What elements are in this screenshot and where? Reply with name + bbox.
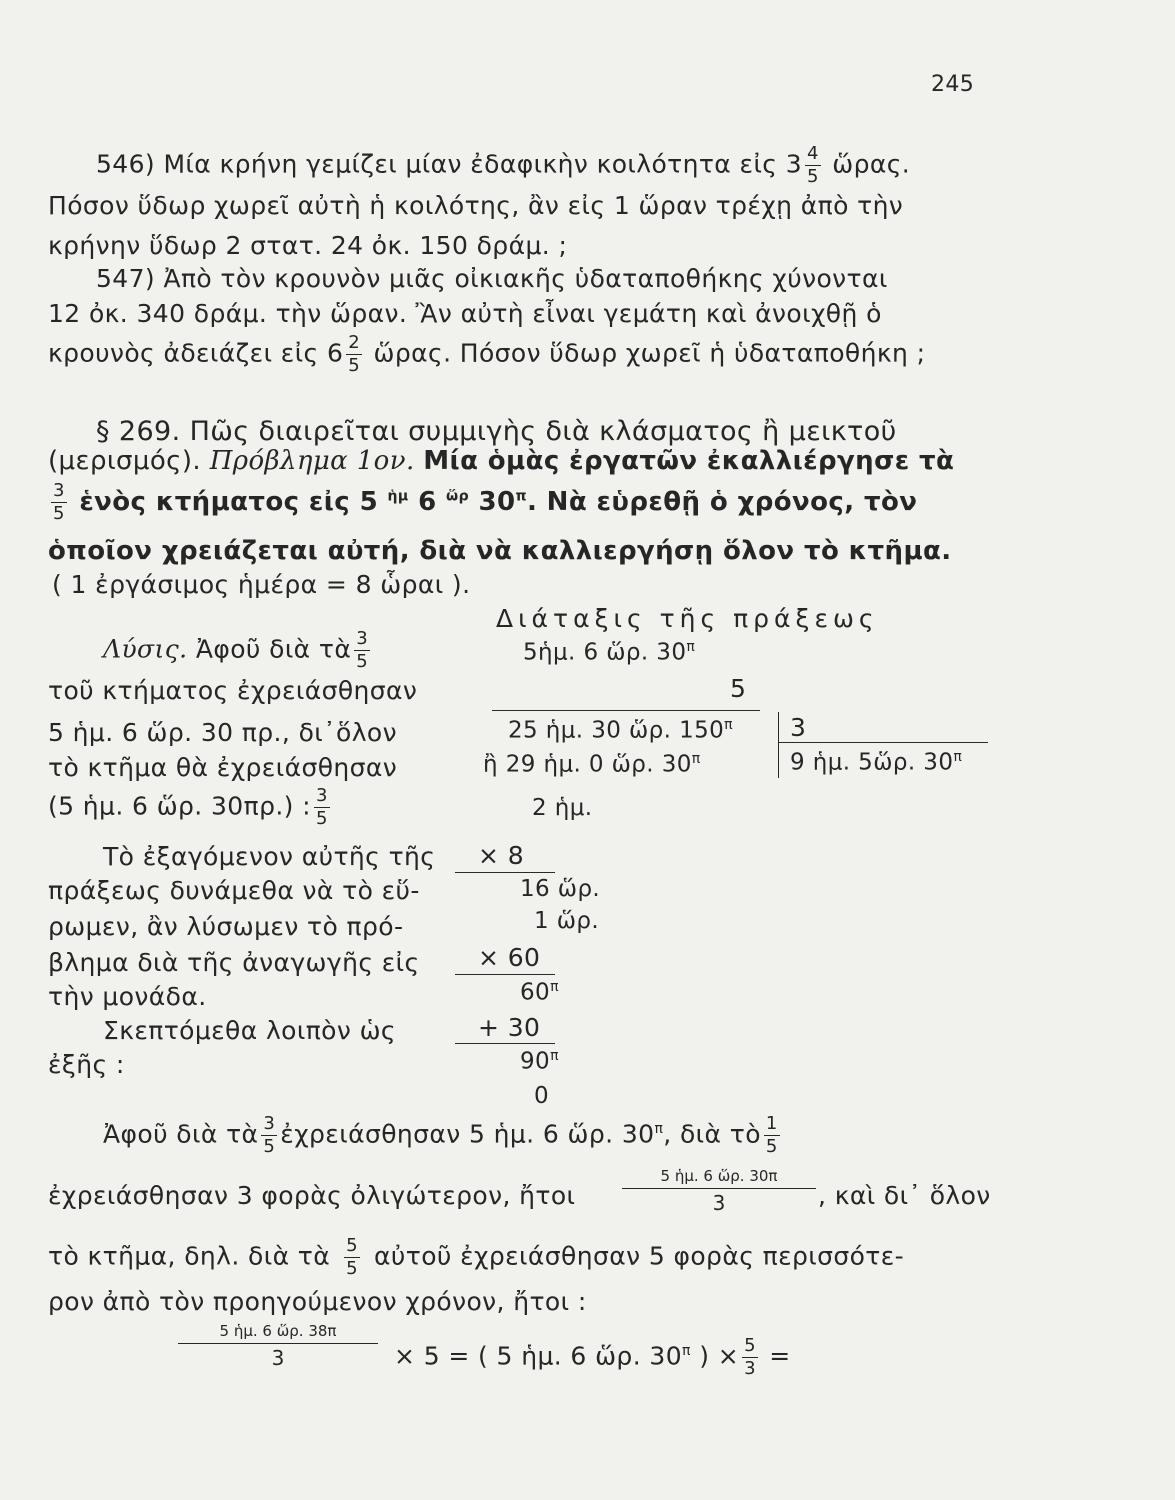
section-line4: ὁποῖον χρειάζεται αὐτή, διὰ νὰ καλλιεργήσῃ ὅλον τὸ κτῆμα. (48, 536, 952, 566)
denominator: 5 (263, 1136, 276, 1157)
division-bar (778, 712, 779, 778)
section-line5: ( 1 ἐργάσιμος ἡμέρα = 8 ὧραι ). (52, 570, 471, 599)
rule (455, 1043, 555, 1044)
fraction (51, 482, 67, 523)
problem-547-text1: Ἀπὸ τὸν κρουνὸν μιᾶς οἰκιακῆς ὑδαταποθήκης χύνονται (163, 264, 888, 293)
unit-minutes: π (654, 1121, 664, 1138)
calc-row1-text: 5ἡμ. 6 ὥρ. 30 (523, 639, 687, 666)
time-fraction-2 (178, 1322, 378, 1370)
unit-minutes: π (691, 751, 701, 767)
denominator: 3 (744, 1358, 756, 1379)
bottom-text1b: ἐχρειάσθησαν 5 ἡμ. 6 ὥρ. 30 (280, 1119, 655, 1149)
denominator: 5 (807, 166, 819, 187)
solution-line7: πράξεως δυνάμεθα νὰ τὸ εὕ- (48, 876, 420, 905)
unit-hours: ὥρ (446, 488, 470, 505)
denominator: 5 (53, 503, 65, 524)
bottom-line4: ρον ἀπὸ τὸν προηγούμενον χρόνον, ἤτοι : (48, 1287, 587, 1316)
problem-546-line1 (96, 145, 910, 186)
unit-minutes: π (550, 979, 559, 995)
section-heading: § 269. Πῶς διαιρεῖται συμμιγὴς διὰ κλάσματος ἢ μεικτοῦ (96, 416, 897, 447)
rule (492, 710, 760, 711)
solution-label: Λύσις. (103, 634, 188, 664)
problem-statement-2: ἑνὸς κτήματος εἰς 5 (79, 487, 379, 517)
section-line3 (48, 482, 917, 523)
bottom-line2b: , καὶ δι᾽ ὅλον (818, 1181, 991, 1210)
problem-546-line3: κρήνην ὕδωρ 2 στατ. 24 ὀκ. 150 δράμ. ; (48, 231, 568, 260)
fraction (314, 787, 330, 828)
rule (778, 742, 988, 743)
page-number: 245 (931, 72, 975, 97)
problem-547-line1 (96, 266, 888, 291)
fraction (805, 145, 821, 186)
denominator: 3 (622, 1188, 816, 1215)
calc-row6: × 8 (478, 841, 524, 870)
bottom-line1 (103, 1115, 783, 1156)
problem-547-line3 (48, 334, 925, 375)
fraction (344, 1237, 360, 1278)
minutes-value: 30 (478, 487, 516, 517)
quotient (790, 750, 962, 775)
quotient-text: 9 ἡμ. 5ὥρ. 30 (790, 749, 954, 776)
problem-label: Πρόβλημα 1ον. (209, 446, 415, 476)
calc-row7: 16 ὥρ. (520, 876, 601, 902)
numerator: 1 (765, 1113, 778, 1134)
bottom-line2a: ἐχρειάσθησαν 3 φορὰς ὀλιγώτερον, ἤτοι (48, 1181, 576, 1210)
solution-line11: Σκεπτόμεθα λοιπὸν ὡς (103, 1016, 396, 1045)
fraction (354, 630, 370, 671)
unit-minutes: π (682, 1343, 691, 1360)
calc-row4 (483, 752, 701, 777)
solution-line4: τὸ κτῆμα θὰ ἐχρειάσθησαν (48, 753, 398, 782)
problem-546-text1: Μία κρήνη γεμίζει μίαν ἐδαφικὴν κοιλότητα εἰς 3 (163, 149, 803, 179)
problem-546-label: 546) (96, 149, 156, 179)
solution-line12: ἐξῆς : (48, 1050, 125, 1079)
numerator: 4 (807, 143, 819, 164)
calc-row10 (520, 980, 559, 1005)
problem-statement-1: Μία ὁμὰς ἐργατῶν ἐκαλλιέργησε τὰ (423, 446, 955, 476)
bottom-line3 (48, 1237, 904, 1278)
calc-row12 (520, 1049, 559, 1074)
calc-row11: + 30 (478, 1013, 541, 1042)
numerator: 5 (346, 1235, 359, 1256)
calc-row9: × 60 (478, 943, 541, 972)
calc-row3 (508, 718, 733, 743)
solution-line9: βλημα διὰ τῆς ἀναγωγῆς εἰς (48, 948, 420, 977)
numerator: 3 (263, 1113, 276, 1134)
rule (455, 872, 555, 873)
bottom-text1c: , διὰ τὸ (663, 1119, 761, 1149)
bottom-line5 (394, 1337, 791, 1378)
numerator: 3 (316, 785, 328, 806)
unit-minutes: π (550, 1048, 559, 1064)
rule (455, 974, 555, 975)
layout-title: Διάταξις τῆς πράξεως (496, 604, 879, 633)
unit-days: ἡμ (387, 488, 409, 505)
calc-row2: 5 (730, 674, 747, 703)
calc-row13: 0 (534, 1083, 550, 1109)
numerator: 3 (53, 480, 65, 501)
time-fraction (622, 1167, 816, 1215)
numerator: 3 (356, 628, 369, 649)
unit-minutes: π (686, 639, 696, 655)
solution-line8: ρωμεν, ἂν λύσωμεν τὸ πρό- (48, 912, 404, 941)
problem-546-text1-end: ὥρας. (832, 149, 911, 179)
problem-statement-3: . Νὰ εὑρεθῇ ὁ χρόνος, τὸν (526, 487, 918, 517)
problem-546-line2: Πόσον ὕδωρ χωρεῖ αὐτὴ ἡ κοιλότης, ἂν εἰς 1 ὥραν τρέχῃ ἀπὸ τὴν (48, 191, 904, 220)
denominator: 5 (356, 651, 369, 672)
hours-value: 6 (418, 487, 437, 517)
numerator: 5 ἡμ. 6 ὥρ. 38π (219, 1322, 337, 1340)
solution-line5 (48, 787, 333, 828)
denominator: 5 (348, 355, 361, 376)
calc-row5: 2 ἡμ. (532, 795, 593, 821)
problem-547-label: 547) (96, 264, 156, 293)
bottom-text5a: × 5 = ( 5 ἡμ. 6 ὥρ. 30 (394, 1341, 682, 1371)
section-subtitle: (μερισμός). (48, 446, 202, 476)
solution-line10: τὴν μονάδα. (48, 982, 207, 1011)
problem-547-text3-end: ὥρας. Πόσον ὕδωρ χωρεῖ ἡ ὑδαταποθήκη ; (373, 338, 926, 368)
calc-row3-text: 25 ἡμ. 30 ὥρ. 150 (508, 717, 725, 744)
bottom-text1a: Ἀφοῦ διὰ τὰ (103, 1119, 259, 1149)
unit-minutes: π (515, 488, 527, 505)
section-line2 (48, 448, 954, 474)
calc-row1 (523, 640, 695, 665)
solution-text1: Ἀφοῦ διὰ τὰ (195, 634, 352, 664)
fraction (764, 1115, 780, 1156)
divisor: 3 (790, 713, 807, 742)
denominator: 5 (316, 808, 328, 829)
calc-row10-text: 60 (520, 979, 551, 1006)
unit-minutes: π (953, 749, 963, 765)
bottom-text3b: αὐτοῦ ἐχρειάσθησαν 5 φορὰς περισσότε- (374, 1241, 905, 1271)
problem-547-line2: 12 ὀκ. 340 δράμ. τὴν ὥραν. Ἂν αὐτὴ εἶναι γεμάτη καὶ ἀνοιχθῇ ὁ (48, 299, 882, 328)
bottom-text5b: ) × (699, 1341, 740, 1371)
fraction (346, 334, 362, 375)
solution-line6: Τὸ ἐξαγόμενον αὐτῆς τῆς (103, 842, 436, 871)
numerator: 5 ἡμ. 6 ὥρ. 30π (660, 1167, 778, 1185)
calc-row4-text: ἢ 29 ἡμ. 0 ὥρ. 30 (483, 751, 692, 778)
solution-line1 (103, 630, 373, 671)
numerator: 2 (348, 332, 361, 353)
calc-row12-text: 90 (520, 1048, 551, 1075)
solution-line3: 5 ἡμ. 6 ὥρ. 30 πρ., δι᾽ὅλον (48, 718, 397, 747)
fraction (742, 1337, 758, 1378)
numerator: 5 (744, 1335, 756, 1356)
solution-line2: τοῦ κτήματος ἐχρειάσθησαν (48, 676, 418, 705)
fraction (261, 1115, 277, 1156)
denominator: 5 (765, 1136, 778, 1157)
problem-547-text3: κρουνὸς ἀδειάζει εἰς 6 (48, 338, 344, 368)
calc-row8: 1 ὥρ. (534, 908, 600, 934)
unit-minutes: π (724, 717, 734, 733)
denominator: 5 (346, 1258, 359, 1279)
equals-sign: = (769, 1341, 791, 1371)
denominator: 3 (178, 1343, 378, 1370)
bottom-text3a: τὸ κτῆμα, δηλ. διὰ τὰ (48, 1241, 331, 1271)
solution-text5: (5 ἡμ. 6 ὥρ. 30πρ.) : (48, 791, 312, 821)
